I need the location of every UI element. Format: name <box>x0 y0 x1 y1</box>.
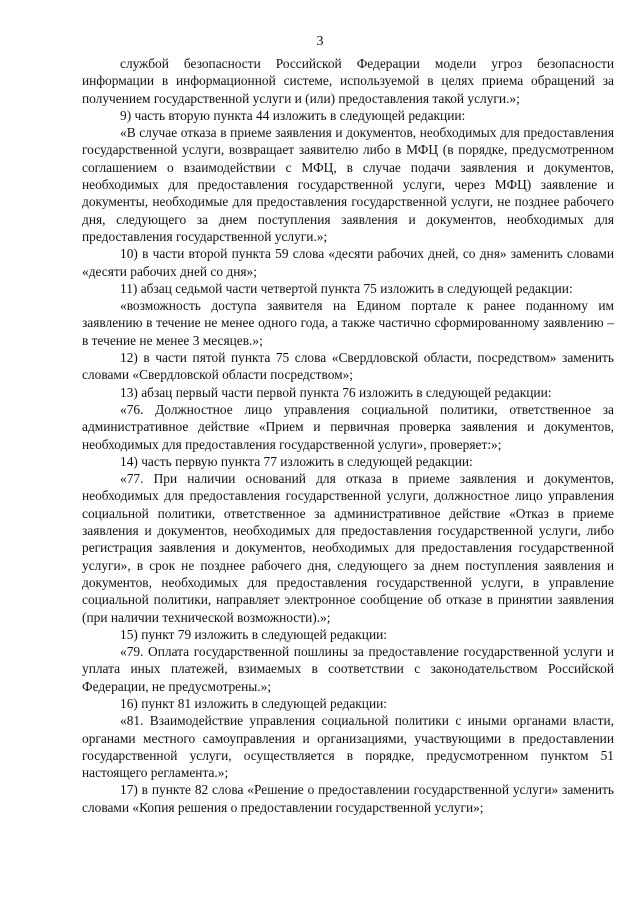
paragraph-quote-79: «79. Оплата государственной пошлины за предоставление государственной услуги и уплата иных платежей, взимаемых в соответствии с законодательством Российской Федерации, не предусмотрены.»; <box>82 644 614 694</box>
paragraph-continuation: службой безопасности Российской Федерации модели угроз безопасности информации в информационной системе, используемой в целях приема обращений за получением государственной услуги и (или) предоставления такой услуги.»; <box>82 56 614 106</box>
document-body <box>82 55 614 816</box>
paragraph-quote-76: «76. Должностное лицо управления социальной политики, ответственное за административное действие «Прием и первичная проверка заявления и документов, необходимых для предоставления государственной услуги», проверяет:»; <box>82 401 614 452</box>
paragraph-item-14: 14) часть первую пункта 77 изложить в следующей редакции: <box>120 453 473 469</box>
paragraph-item-11: 11) абзац седьмой части четвертой пункта 75 изложить в следующей редакции: <box>120 280 573 296</box>
paragraph-item-10: 10) в части второй пункта 59 слова «десяти рабочих дней, со дня» заменить словами «десяти рабочих дней со дня»; <box>82 246 614 279</box>
paragraph-item-17: 17) в пункте 82 слова «Решение о предоставлении государственной услуги» заменить словами «Копия решения о предоставлении государственной услуги»; <box>82 782 614 815</box>
paragraph-item-15: 15) пункт 79 изложить в следующей редакции: <box>120 626 388 642</box>
paragraph-quote-44: «В случае отказа в приеме заявления и документов, необходимых для предоставления государственной услуги, возвращает заявителю либо в МФЦ (в порядке, предусмотренном соглашением о взаимодействии с МФЦ, в случае подачи заявления и документов, необходимых для предоставления государственной услуги, через МФЦ) заявление и документы, необходимые для предоставления государственной услуги, не позднее рабочего дня, следующего за днем поступления заявления и документов, необходимых для предоставления государственной услуги.»; <box>82 125 614 244</box>
paragraph-item-13: 13) абзац первый части первой пункта 76 изложить в следующей редакции: <box>120 384 552 400</box>
paragraph-item-9: 9) часть вторую пункта 44 изложить в следующей редакции: <box>120 107 466 123</box>
paragraph-quote-75: «возможность доступа заявителя на Едином портале к ранее поданному им заявлению в течение не менее одного года, а также частично сформированному заявлению – в течение не менее 3 месяцев.»; <box>82 298 614 348</box>
paragraph-item-16: 16) пункт 81 изложить в следующей редакции: <box>120 695 388 711</box>
page-number: 3 <box>316 34 324 49</box>
paragraph-quote-81: «81. Взаимодействие управления социальной политики с иными органами власти, органами местного самоуправления и организациями, участвующими в предоставлении государственной услуги, осуществляется в порядке, предусмотренном пунктом 51 настоящего регламента.»; <box>82 713 614 781</box>
paragraph-item-12: 12) в части пятой пункта 75 слова «Свердловской области, посредством» заменить словами «Свердловской области посредством»; <box>82 350 614 383</box>
paragraph-quote-77: «77. При наличии оснований для отказа в приеме заявления и документов, необходимых для предоставления государственной услуги, должностное лицо управления социальной политики, ответственное за административное действие «Отказ в приеме заявления и документов, необходимых для предоставления государственной услуги, либо регистрация заявления и документов, необходимых для предоставления государственной услуги», в срок не позднее рабочего дня, следующего за днем поступления заявления и документов, необходимых для предоставления государственной услуги, в управление социальной политики, направляет электронное сообщение об отказе в принятии заявления (при наличии технической возможности).»; <box>82 471 614 625</box>
